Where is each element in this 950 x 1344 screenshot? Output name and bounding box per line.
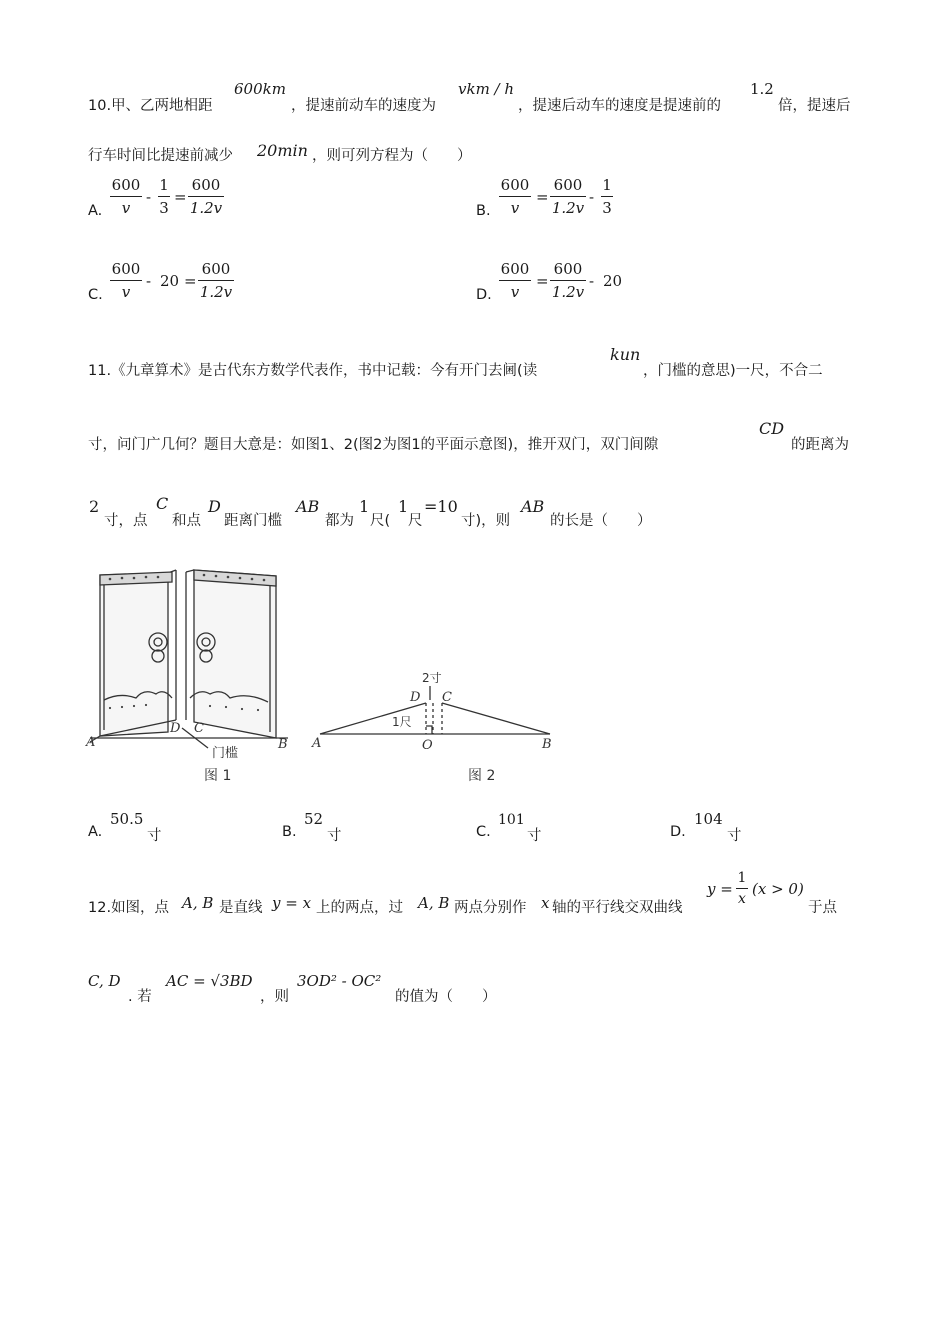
q11-line3-f: 尺	[408, 513, 423, 529]
q10-text-6: ，则可列方程为（ ）	[312, 148, 472, 164]
option-label: B.	[476, 203, 491, 219]
fig1-threshold-label: 门槛	[212, 746, 239, 761]
q10-text-5: 行车时间比提速前减少	[88, 148, 233, 164]
option-label: D.	[670, 824, 686, 840]
option-unit: 寸	[147, 828, 162, 844]
fig1-caption: 图 1	[204, 768, 232, 784]
q12-line1-e: 轴的平行线交双曲线	[552, 900, 683, 916]
operator: -	[146, 188, 152, 206]
option-value: 52	[304, 810, 324, 828]
q12-line1-b: 是直线	[219, 900, 263, 916]
option-label: D.	[476, 287, 492, 303]
figure-2-diagram	[320, 686, 550, 734]
q12-x: x	[541, 894, 550, 912]
q12-ab: A, B	[182, 894, 214, 912]
q10-text-2: ，提速前动车的速度为	[291, 98, 436, 114]
option-unit: 寸	[727, 828, 742, 844]
q12-line-eq: y = x	[272, 894, 312, 912]
fraction: $\frac{600}{1.2v}$	[551, 176, 585, 217]
q11-one: 1	[359, 497, 370, 516]
q11-ab-2: AB	[521, 497, 545, 516]
q12-ab-2: A, B	[418, 894, 450, 912]
figure-1-doors	[90, 570, 288, 748]
q10-speed: vkm / h	[458, 80, 515, 98]
fraction: $\frac{600}{v}$	[111, 260, 141, 301]
fraction: $\frac{600}{v}$	[500, 176, 530, 217]
fig2-label-b: B	[542, 737, 552, 752]
fig2-gap-label: 2寸	[422, 671, 442, 685]
number: 20	[160, 272, 180, 290]
q10-time: 20min	[257, 141, 308, 160]
fraction: $\frac{1}{3}$	[602, 176, 612, 217]
q11-point-c: C	[156, 494, 169, 513]
fraction: $\frac{600}{1.2v}$	[551, 260, 585, 301]
number: 20	[603, 272, 623, 290]
option-unit: 寸	[327, 828, 342, 844]
fig1-label-b: B	[278, 737, 288, 752]
option-label: C.	[476, 824, 491, 840]
option-unit: 寸	[527, 828, 542, 844]
q12-condition: (x > 0)	[752, 880, 804, 898]
operator: -	[146, 272, 152, 290]
q11-two: 2	[89, 497, 100, 516]
q11-line3-d: 都为	[325, 513, 354, 529]
q12-line1-f: 于点	[808, 900, 837, 916]
fig1-label-d: D	[170, 721, 181, 736]
q11-line3-e: 尺(	[370, 513, 391, 529]
q10-text-4: 倍，提速后	[778, 98, 851, 114]
q11-line3-c: 距离门槛	[224, 513, 282, 529]
operator: =	[536, 188, 549, 206]
fig1-label-c: C	[194, 721, 204, 736]
option-value: 104	[694, 810, 723, 828]
option-value: 101	[498, 812, 525, 828]
option-label: B.	[282, 824, 297, 840]
q11-line2-b: 的距离为	[791, 437, 849, 453]
q10-ratio: 1.2	[750, 80, 774, 98]
q11-cd: CD	[759, 419, 785, 438]
q11-point-d: D	[208, 497, 221, 516]
q12-line2-a: . 若	[128, 989, 152, 1005]
q12-line1-d: 两点分别作	[454, 900, 527, 916]
q11-line2-a: 寸，问门广几何？题目大意是：如图1、2(图2为图1的平面示意图)，推开双门，双门间隙	[88, 437, 659, 453]
q12-fraction: $\frac{1}{x}$	[737, 870, 747, 907]
q10-text-3: ，提速后动车的速度是提速前的	[518, 98, 721, 114]
q11-one-2: 1	[398, 497, 409, 516]
q12-line2-c: 的值为（ ）	[395, 989, 497, 1005]
q10-distance: 600km	[234, 80, 286, 98]
q12-cd: C, D	[88, 972, 121, 990]
option-label: A.	[88, 824, 103, 840]
fraction: $\frac{600}{v}$	[500, 260, 530, 301]
q11-ab: AB	[296, 497, 320, 516]
fraction: $\frac{600}{1.2v}$	[189, 176, 223, 217]
q11-line3-g: 寸)，则	[461, 513, 511, 529]
fraction: $\frac{600}{v}$	[111, 176, 141, 217]
fig1-label-a: A	[86, 735, 96, 750]
q11-eq10: =10	[424, 497, 458, 516]
q12-condition-2: AC = √3BD	[166, 972, 253, 990]
q11-line1-a: 11.《九章算术》是古代东方数学代表作，书中记载：今有开门去阃(读	[88, 363, 538, 379]
q10-line1-prefix: 10.甲、乙两地相距	[88, 98, 213, 114]
fig2-label-a: A	[312, 736, 322, 751]
option-label: A.	[88, 203, 103, 219]
fraction: $\frac{1}{3}$	[159, 176, 169, 217]
option-label: C.	[88, 287, 103, 303]
operator: =	[536, 272, 549, 290]
q11-line3-h: 的长是（ ）	[550, 513, 652, 529]
q11-line1-b: ，门槛的意思)一尺，不合二	[643, 363, 823, 379]
fig2-label-c: C	[442, 690, 452, 705]
q12-y: y =	[707, 880, 733, 898]
operator: =	[174, 188, 187, 206]
operator: -	[589, 188, 595, 206]
q12-line2-b: ，则	[260, 989, 289, 1005]
fig2-label-d: D	[410, 690, 421, 705]
q11-kun: kun	[610, 345, 641, 364]
operator: -	[589, 272, 595, 290]
q11-figures	[80, 560, 560, 790]
operator: =	[184, 272, 197, 290]
fig2-caption: 图 2	[468, 768, 496, 784]
q12-expression: 3OD² - OC²	[297, 972, 382, 990]
q11-line3-a: 寸，点	[104, 513, 148, 529]
q12-line1-a: 12.如图，点	[88, 900, 170, 916]
q11-line3-b: 和点	[172, 513, 201, 529]
fig2-label-o: O	[422, 738, 433, 753]
fig2-foot-label: 1尺	[392, 715, 412, 729]
option-value: 50.5	[110, 810, 144, 828]
fraction: $\frac{600}{1.2v}$	[199, 260, 233, 301]
q12-line1-c: 上的两点，过	[316, 900, 403, 916]
